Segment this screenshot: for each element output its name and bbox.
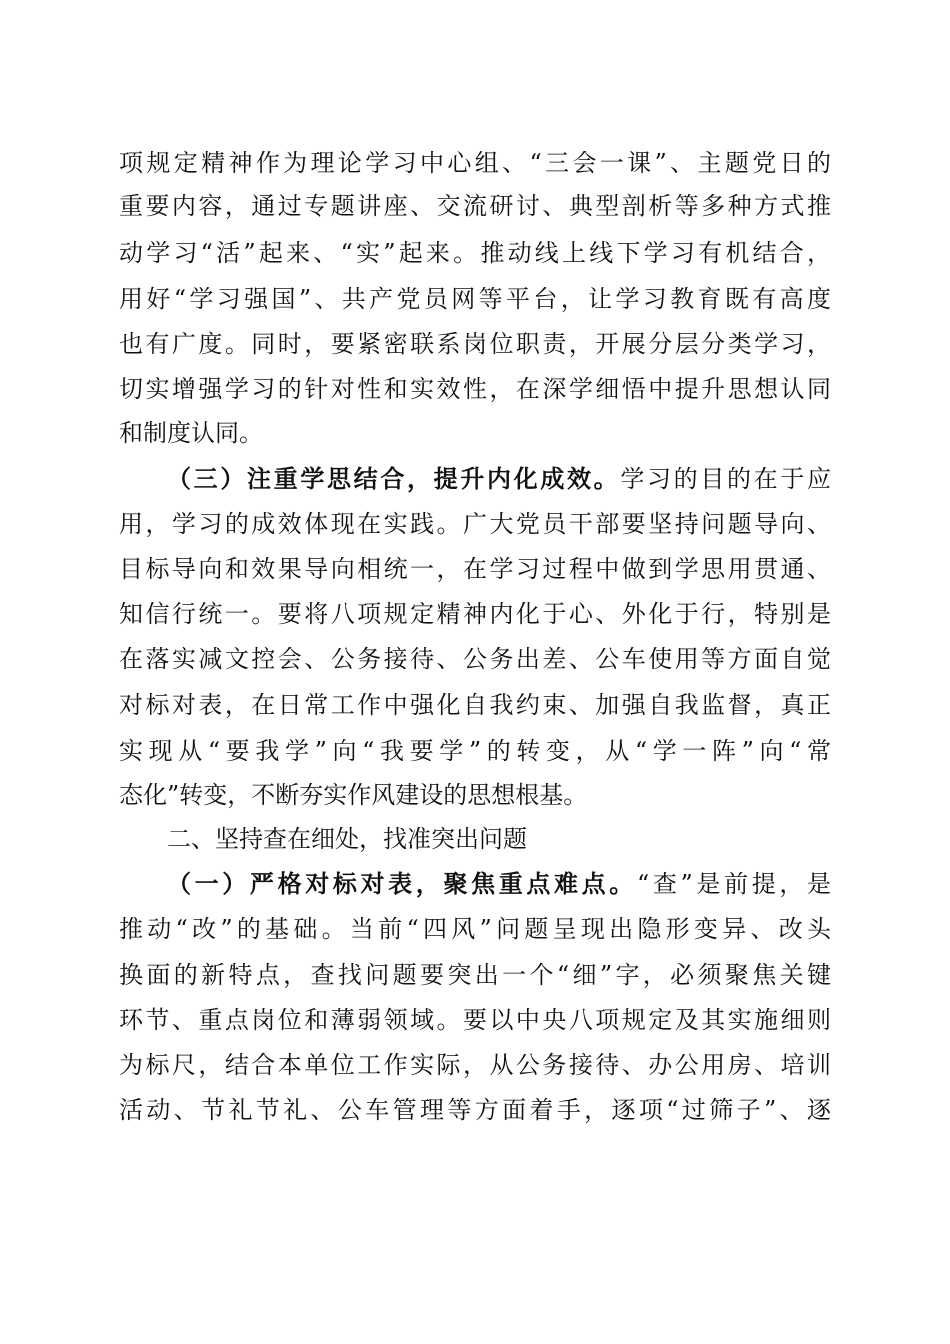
paragraph-2-lead: （三）注重学思结合，提升内化成效。 bbox=[167, 464, 621, 493]
paragraph-1-line: 和制度认同。 bbox=[119, 419, 263, 447]
paragraph-2-line: 用，学习的成效体现在实践。广大党员干部要坚持问题导向、 bbox=[119, 510, 831, 538]
paragraph-1-line: 也有广度。同时，要紧密联系岗位职责，开展分层分类学习， bbox=[119, 330, 831, 358]
paragraph-3-line: 活动、节礼节礼、公车管理等方面着手，逐项“过筛子”、逐 bbox=[119, 1096, 831, 1124]
paragraph-2-line: 目标导向和效果导向相统一，在学习过程中做到学思用贯通、 bbox=[119, 555, 831, 583]
paragraph-2-line: 知信行统一。要将八项规定精神内化于心、外化于行，特别是 bbox=[119, 600, 831, 628]
paragraph-3-line: 推动“改”的基础。当前“四风”问题呈现出隐形变异、改头 bbox=[119, 915, 831, 943]
paragraph-2-first-line bbox=[167, 459, 831, 499]
paragraph-2-line: 在落实减文控会、公务接待、公务出差、公车使用等方面自觉 bbox=[119, 645, 831, 673]
paragraph-1-line: 项规定精神作为理论学习中心组、“三会一课”、主题党日的 bbox=[119, 149, 831, 177]
paragraph-1-line: 动学习“活”起来、“实”起来。推动线上线下学习有机结合， bbox=[119, 239, 831, 267]
paragraph-1-line: 用好“学习强国”、共产党员网等平台，让学习教育既有高度 bbox=[119, 285, 831, 313]
paragraph-2-line: 态化”转变，不断夯实作风建设的思想根基。 bbox=[119, 781, 588, 809]
section-heading: 二、坚持查在细处，找准突出问题 bbox=[167, 825, 527, 853]
paragraph-3-line: 换面的新特点，查找问题要突出一个“细”字，必须聚焦关键 bbox=[119, 961, 831, 989]
paragraph-3-line: 为标尺，结合本单位工作实际，从公务接待、办公用房、培训 bbox=[119, 1051, 831, 1079]
paragraph-3-lead: （一）严格对标对表，聚焦重点难点。 bbox=[167, 869, 637, 898]
paragraph-1-line: 切实增强学习的针对性和实效性，在深学细悟中提升思想认同 bbox=[119, 375, 831, 403]
paragraph-3-line: 环节、重点岗位和薄弱领域。要以中央八项规定及其实施细则 bbox=[119, 1006, 831, 1034]
paragraph-2-first-rest: 学习的目的在于应 bbox=[620, 465, 832, 493]
paragraph-1-line: 重要内容，通过专题讲座、交流研讨、典型剖析等多种方式推 bbox=[119, 192, 831, 220]
paragraph-3-first-line bbox=[167, 864, 831, 904]
paragraph-2-line: 对标对表，在日常工作中强化自我约束、加强自我监督，真正 bbox=[119, 691, 831, 719]
paragraph-2-line: 实现从“要我学”向“我要学”的转变，从“学一阵”向“常 bbox=[119, 737, 831, 765]
paragraph-3-first-rest: “查”是前提，是 bbox=[636, 870, 831, 898]
